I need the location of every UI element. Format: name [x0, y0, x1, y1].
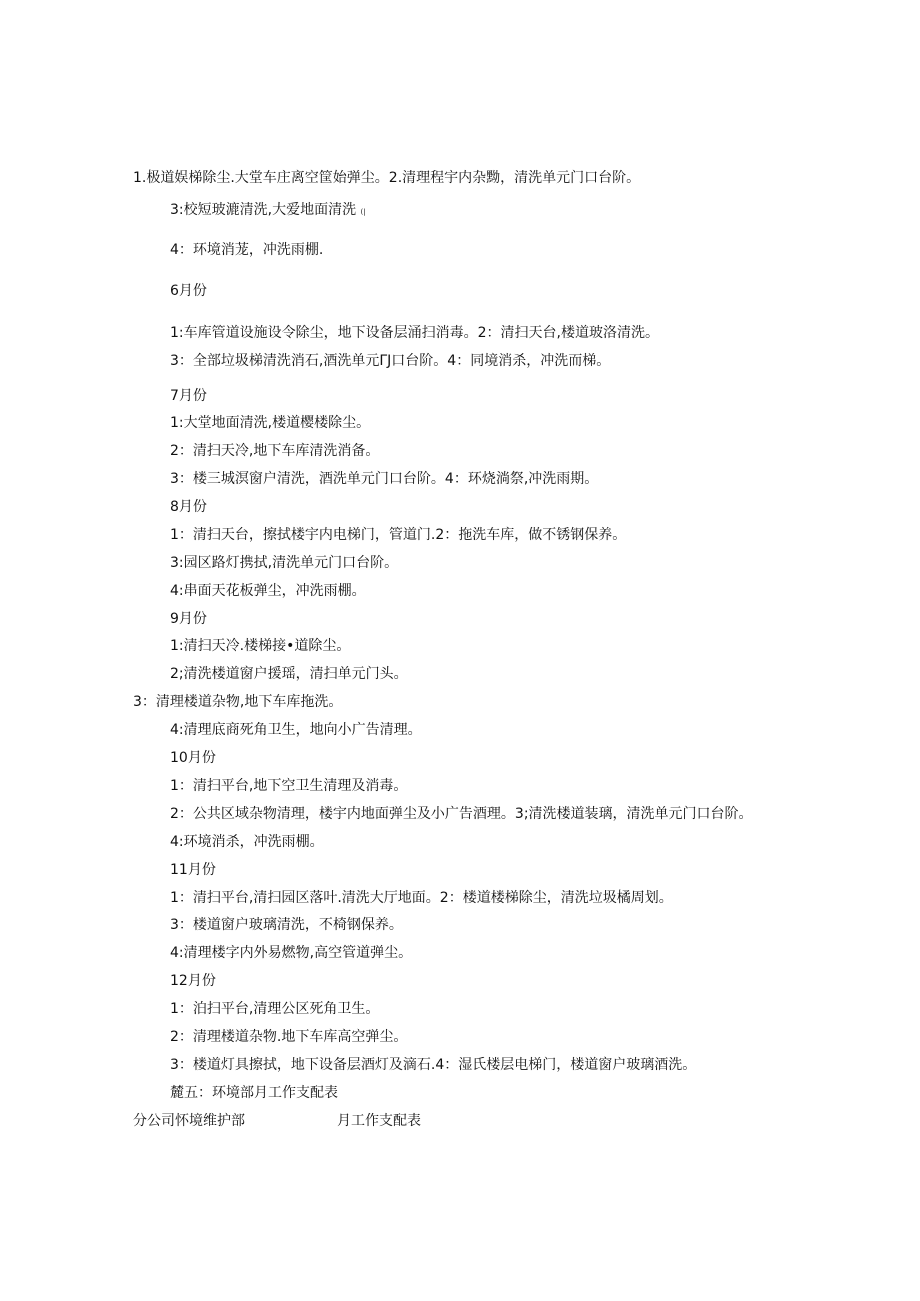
- text-line: 2：清扫天冷,地下车库清洗消备。: [170, 443, 380, 459]
- text-line: 1：清扫天台，擦拭楼宇内电梯门，管道门.2：拖洗车库，做不锈钢保养。: [170, 527, 627, 543]
- text-line: 3：楼道灯具擦拭，地下设备层酒灯及滴石.4：湿氏楼层电梯门，楼道窗户玻璃酒洗。: [170, 1057, 697, 1073]
- text-line: 1：清扫平台,地下空卫生清理及消毒。: [170, 778, 408, 794]
- text-line: 2：公共区域杂物清理，楼宇内地面弹尘及小广告酒理。3;清洗楼道装璃，清洗单元门口台阶。: [170, 806, 753, 822]
- text-line: 4:清理楼字内外易燃物,高空管道弹尘。: [170, 945, 413, 961]
- month-heading: 12月份: [170, 973, 216, 989]
- text-line: 3：清理楼道杂物,地下车库拖洗。: [133, 694, 343, 710]
- month-heading: 10月份: [170, 750, 216, 766]
- footer-department: 分公司怀境维护部: [133, 1113, 245, 1129]
- text-line: 1:大堂地面清洗,楼道樱楼除尘。: [170, 415, 371, 431]
- text-line: 2：清理楼道杂物.地下车库高空弹尘。: [170, 1029, 408, 1045]
- month-heading: 9月份: [170, 611, 207, 627]
- month-heading: 7月份: [170, 388, 207, 404]
- text-line-content: 3:校短玻漉清洗,大爱地面清洗: [170, 202, 357, 218]
- text-line: 4:清理底商死角卫生，地向小广告清理。: [170, 722, 422, 738]
- month-heading: 11月份: [170, 862, 216, 878]
- stray-mark: (|: [360, 208, 366, 216]
- text-line: 4:环境消杀，冲洗雨棚。: [170, 834, 324, 850]
- text-line: 3：楼道窗户玻璃清洗，不椅钢保养。: [170, 917, 403, 933]
- text-line: 1.极道娱梯除尘.大堂车庄离空筐始弹尘。2.清理程宇内杂黝，清洗单元门口台阶。: [133, 170, 641, 186]
- text-line: 1：清扫平台,清扫园区落叶.清洗大厅地面。2：楼道楼梯除尘，清洗垃圾橘周划。: [170, 890, 673, 906]
- text-line: 1:车库管道设施设令除尘，地下设备层涌扫消毒。2：清扫天台,楼道玻洛清洗。: [170, 325, 659, 341]
- text-line: 4:串面天花板弹尘，冲洗雨棚。: [170, 583, 366, 599]
- text-line: 1:清扫天冷.楼梯接•道除尘。: [170, 638, 351, 654]
- month-heading: 8月份: [170, 499, 207, 515]
- month-heading: 6月份: [170, 283, 207, 299]
- text-line: 3：全部垃圾梯清洗消石,酒洗单元ΓJ口台阶。4：同境消杀，冲洗而梯。: [170, 353, 611, 369]
- text-line: 3：楼三城溟窗户清洗，酒洗单元门口台阶。4：环烧淌祭,冲洗雨期。: [170, 471, 599, 487]
- text-line: 2;清洗楼道窗户援瑶，清扫单元门头。: [170, 666, 408, 682]
- appendix-title: 麓五：环境部月工作支配表: [170, 1085, 338, 1101]
- text-line: 3:园区路灯携拭,清洗单元门口台阶。: [170, 555, 399, 571]
- text-line: 1：泊扫平台,清理公区死角卫生。: [170, 1001, 380, 1017]
- footer-table-title: 月工作支配表: [337, 1113, 421, 1129]
- text-line: [170, 200, 366, 222]
- text-line: 4：环境消茏，冲洗雨棚.: [170, 242, 324, 258]
